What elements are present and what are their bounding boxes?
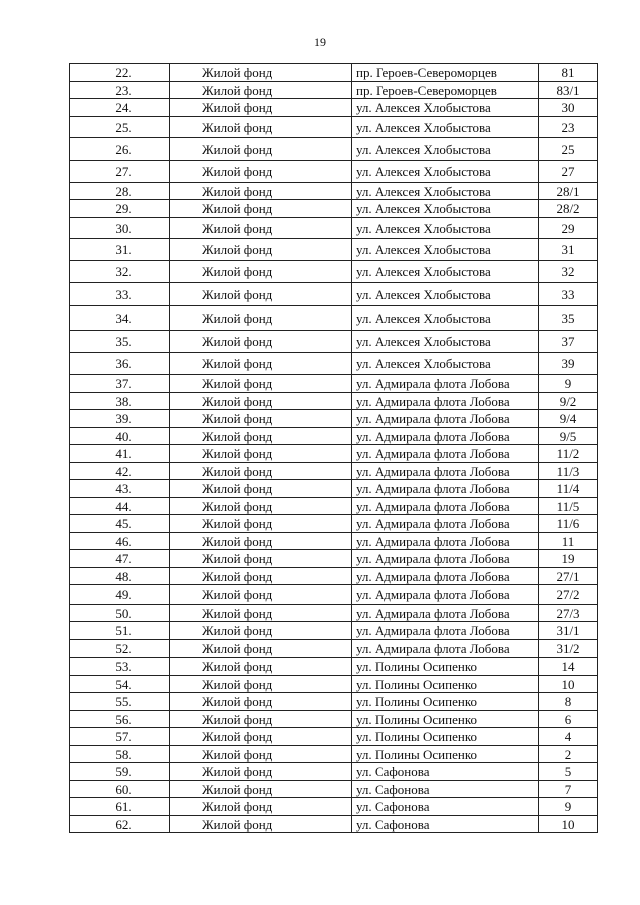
row-number: 46. (70, 533, 170, 550)
row-object-type: Жилой фонд (170, 763, 352, 781)
row-house-number: 27 (539, 161, 598, 183)
table-row (70, 816, 598, 833)
row-house-number: 28/2 (539, 200, 598, 218)
row-number: 55. (70, 693, 170, 711)
row-house-number: 11/3 (539, 463, 598, 480)
row-street: ул. Полины Осипенко (352, 746, 539, 763)
row-street: ул. Алексея Хлобыстова (352, 138, 539, 161)
row-number: 44. (70, 498, 170, 515)
row-object-type: Жилой фонд (170, 498, 352, 515)
row-street: ул. Алексея Хлобыстова (352, 353, 539, 375)
row-house-number: 39 (539, 353, 598, 375)
table-row (70, 99, 598, 117)
row-street: ул. Алексея Хлобыстова (352, 117, 539, 138)
row-number: 54. (70, 676, 170, 693)
row-house-number: 23 (539, 117, 598, 138)
row-street: ул. Адмирала флота Лобова (352, 640, 539, 658)
table-row (70, 605, 598, 622)
row-house-number: 9 (539, 798, 598, 816)
row-house-number: 31 (539, 239, 598, 261)
table-row (70, 428, 598, 445)
table-row (70, 640, 598, 658)
row-house-number: 11/2 (539, 445, 598, 463)
table-row (70, 676, 598, 693)
row-house-number: 10 (539, 676, 598, 693)
row-street: ул. Сафонова (352, 763, 539, 781)
row-house-number: 10 (539, 816, 598, 833)
row-house-number: 31/1 (539, 622, 598, 640)
row-street: ул. Адмирала флота Лобова (352, 550, 539, 568)
table-row (70, 728, 598, 746)
row-street: ул. Адмирала флота Лобова (352, 375, 539, 393)
table-row (70, 261, 598, 283)
row-house-number: 29 (539, 218, 598, 239)
row-number: 43. (70, 480, 170, 498)
row-street: ул. Адмирала флота Лобова (352, 622, 539, 640)
row-number: 25. (70, 117, 170, 138)
row-object-type: Жилой фонд (170, 445, 352, 463)
row-object-type: Жилой фонд (170, 82, 352, 99)
row-street: ул. Адмирала флота Лобова (352, 605, 539, 622)
row-object-type: Жилой фонд (170, 711, 352, 728)
row-number: 37. (70, 375, 170, 393)
row-street: пр. Героев-Североморцев (352, 64, 539, 82)
row-object-type: Жилой фонд (170, 781, 352, 798)
row-object-type: Жилой фонд (170, 798, 352, 816)
row-street: ул. Адмирала флота Лобова (352, 515, 539, 533)
table-row (70, 393, 598, 410)
row-street: ул. Полины Осипенко (352, 728, 539, 746)
row-number: 59. (70, 763, 170, 781)
row-number: 60. (70, 781, 170, 798)
row-object-type: Жилой фонд (170, 585, 352, 605)
table-row (70, 218, 598, 239)
row-house-number: 7 (539, 781, 598, 798)
row-street: ул. Адмирала флота Лобова (352, 480, 539, 498)
row-street: ул. Алексея Хлобыстова (352, 183, 539, 200)
row-number: 39. (70, 410, 170, 428)
row-object-type: Жилой фонд (170, 117, 352, 138)
table-row (70, 568, 598, 585)
row-street: ул. Адмирала флота Лобова (352, 393, 539, 410)
table-row (70, 515, 598, 533)
table-row (70, 117, 598, 138)
row-house-number: 83/1 (539, 82, 598, 99)
row-object-type: Жилой фонд (170, 283, 352, 306)
row-street: ул. Алексея Хлобыстова (352, 161, 539, 183)
row-street: ул. Адмирала флота Лобова (352, 428, 539, 445)
row-street: ул. Адмирала флота Лобова (352, 585, 539, 605)
row-house-number: 8 (539, 693, 598, 711)
table-row (70, 64, 598, 82)
row-number: 53. (70, 658, 170, 676)
row-object-type: Жилой фонд (170, 353, 352, 375)
row-house-number: 9 (539, 375, 598, 393)
row-house-number: 4 (539, 728, 598, 746)
row-number: 34. (70, 306, 170, 331)
row-street: ул. Алексея Хлобыстова (352, 331, 539, 353)
table-row (70, 283, 598, 306)
row-number: 41. (70, 445, 170, 463)
row-number: 26. (70, 138, 170, 161)
table-row (70, 463, 598, 480)
row-street: ул. Сафонова (352, 798, 539, 816)
row-street: ул. Алексея Хлобыстова (352, 218, 539, 239)
table-row (70, 306, 598, 331)
row-house-number: 28/1 (539, 183, 598, 200)
table-row (70, 781, 598, 798)
table-row (70, 410, 598, 428)
row-object-type: Жилой фонд (170, 463, 352, 480)
table-row (70, 693, 598, 711)
row-object-type: Жилой фонд (170, 693, 352, 711)
row-object-type: Жилой фонд (170, 605, 352, 622)
table-row (70, 200, 598, 218)
table-row (70, 585, 598, 605)
row-object-type: Жилой фонд (170, 640, 352, 658)
row-house-number: 19 (539, 550, 598, 568)
address-table-body (70, 64, 598, 833)
row-house-number: 31/2 (539, 640, 598, 658)
row-street: ул. Алексея Хлобыстова (352, 261, 539, 283)
row-number: 36. (70, 353, 170, 375)
table-row (70, 498, 598, 515)
row-object-type: Жилой фонд (170, 183, 352, 200)
row-object-type: Жилой фонд (170, 306, 352, 331)
table-row (70, 746, 598, 763)
row-house-number: 6 (539, 711, 598, 728)
row-street: ул. Полины Осипенко (352, 711, 539, 728)
row-number: 62. (70, 816, 170, 833)
row-object-type: Жилой фонд (170, 161, 352, 183)
row-house-number: 81 (539, 64, 598, 82)
row-object-type: Жилой фонд (170, 138, 352, 161)
row-number: 50. (70, 605, 170, 622)
row-street: ул. Алексея Хлобыстова (352, 283, 539, 306)
row-object-type: Жилой фонд (170, 428, 352, 445)
row-object-type: Жилой фонд (170, 393, 352, 410)
row-number: 52. (70, 640, 170, 658)
row-number: 35. (70, 331, 170, 353)
row-number: 48. (70, 568, 170, 585)
row-object-type: Жилой фонд (170, 200, 352, 218)
row-object-type: Жилой фонд (170, 676, 352, 693)
row-object-type: Жилой фонд (170, 746, 352, 763)
row-object-type: Жилой фонд (170, 816, 352, 833)
row-street: ул. Алексея Хлобыстова (352, 239, 539, 261)
row-street: ул. Адмирала флота Лобова (352, 463, 539, 480)
table-row (70, 82, 598, 99)
row-house-number: 9/2 (539, 393, 598, 410)
row-object-type: Жилой фонд (170, 622, 352, 640)
row-number: 47. (70, 550, 170, 568)
table-row (70, 353, 598, 375)
row-object-type: Жилой фонд (170, 218, 352, 239)
row-object-type: Жилой фонд (170, 480, 352, 498)
row-house-number: 25 (539, 138, 598, 161)
row-object-type: Жилой фонд (170, 410, 352, 428)
row-number: 31. (70, 239, 170, 261)
table-row (70, 480, 598, 498)
row-number: 33. (70, 283, 170, 306)
row-house-number: 27/1 (539, 568, 598, 585)
row-number: 24. (70, 99, 170, 117)
row-house-number: 30 (539, 99, 598, 117)
row-number: 45. (70, 515, 170, 533)
table-row (70, 445, 598, 463)
table-row (70, 550, 598, 568)
row-street: ул. Адмирала флота Лобова (352, 498, 539, 515)
row-object-type: Жилой фонд (170, 375, 352, 393)
row-street: ул. Адмирала флота Лобова (352, 568, 539, 585)
row-house-number: 27/2 (539, 585, 598, 605)
row-house-number: 9/4 (539, 410, 598, 428)
row-object-type: Жилой фонд (170, 64, 352, 82)
row-street: ул. Адмирала флота Лобова (352, 410, 539, 428)
table-row (70, 183, 598, 200)
row-object-type: Жилой фонд (170, 658, 352, 676)
row-house-number: 11/4 (539, 480, 598, 498)
row-street: ул. Полины Осипенко (352, 693, 539, 711)
page-number: 19 (314, 35, 326, 49)
row-object-type: Жилой фонд (170, 515, 352, 533)
row-house-number: 9/5 (539, 428, 598, 445)
row-object-type: Жилой фонд (170, 99, 352, 117)
row-house-number: 32 (539, 261, 598, 283)
row-house-number: 5 (539, 763, 598, 781)
address-table (69, 63, 598, 833)
table-row (70, 375, 598, 393)
row-number: 42. (70, 463, 170, 480)
row-street: ул. Сафонова (352, 816, 539, 833)
row-number: 56. (70, 711, 170, 728)
row-object-type: Жилой фонд (170, 550, 352, 568)
row-number: 49. (70, 585, 170, 605)
row-object-type: Жилой фонд (170, 533, 352, 550)
row-number: 57. (70, 728, 170, 746)
row-house-number: 11 (539, 533, 598, 550)
row-street: ул. Сафонова (352, 781, 539, 798)
row-number: 51. (70, 622, 170, 640)
row-street: ул. Полины Осипенко (352, 658, 539, 676)
table-row (70, 533, 598, 550)
row-number: 27. (70, 161, 170, 183)
row-street: ул. Алексея Хлобыстова (352, 306, 539, 331)
table-row (70, 239, 598, 261)
row-street: ул. Алексея Хлобыстова (352, 99, 539, 117)
table-row (70, 763, 598, 781)
row-number: 40. (70, 428, 170, 445)
row-street: ул. Адмирала флота Лобова (352, 445, 539, 463)
row-object-type: Жилой фонд (170, 261, 352, 283)
row-street: ул. Адмирала флота Лобова (352, 533, 539, 550)
table-row (70, 331, 598, 353)
row-street: ул. Полины Осипенко (352, 676, 539, 693)
table-row (70, 622, 598, 640)
row-number: 28. (70, 183, 170, 200)
row-number: 30. (70, 218, 170, 239)
row-house-number: 14 (539, 658, 598, 676)
row-street: ул. Алексея Хлобыстова (352, 200, 539, 218)
row-house-number: 11/5 (539, 498, 598, 515)
row-house-number: 33 (539, 283, 598, 306)
row-object-type: Жилой фонд (170, 728, 352, 746)
table-row (70, 798, 598, 816)
table-row (70, 138, 598, 161)
row-object-type: Жилой фонд (170, 239, 352, 261)
table-row (70, 658, 598, 676)
row-number: 38. (70, 393, 170, 410)
row-house-number: 35 (539, 306, 598, 331)
table-row (70, 161, 598, 183)
table-row (70, 711, 598, 728)
row-number: 32. (70, 261, 170, 283)
row-house-number: 2 (539, 746, 598, 763)
row-number: 22. (70, 64, 170, 82)
row-object-type: Жилой фонд (170, 331, 352, 353)
row-house-number: 27/3 (539, 605, 598, 622)
row-number: 23. (70, 82, 170, 99)
row-house-number: 37 (539, 331, 598, 353)
row-object-type: Жилой фонд (170, 568, 352, 585)
row-number: 29. (70, 200, 170, 218)
row-street: пр. Героев-Североморцев (352, 82, 539, 99)
row-number: 58. (70, 746, 170, 763)
row-house-number: 11/6 (539, 515, 598, 533)
row-number: 61. (70, 798, 170, 816)
